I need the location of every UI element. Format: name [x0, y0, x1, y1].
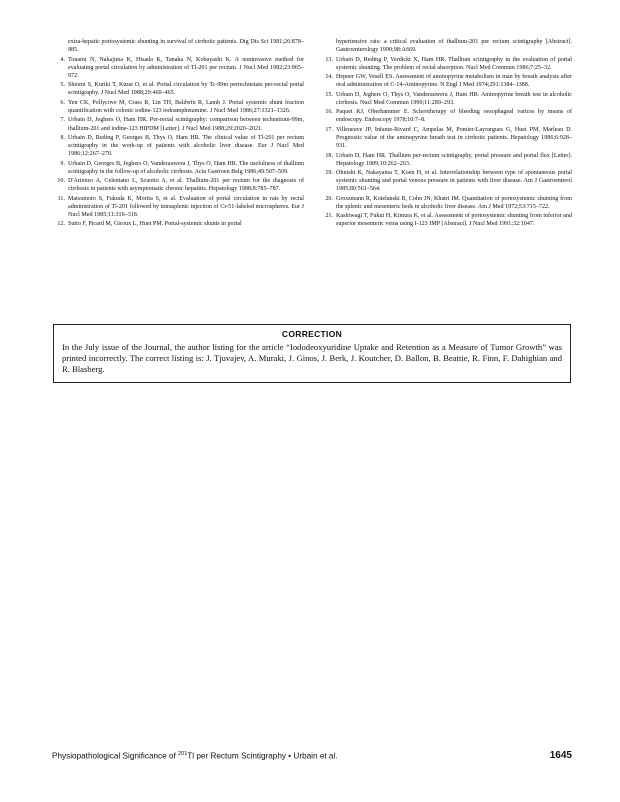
- reference-number: 4.: [60, 56, 65, 63]
- reference-number: 19.: [325, 170, 333, 177]
- reference-text: extra-hepatic portosystemic shunting in survival of cirrhotic patients. Dig Dis Sci 1981;26:878–885.: [68, 39, 304, 54]
- reference-number: 20.: [325, 195, 333, 202]
- reference-text: Tonami N, Nakajima K, Hisada K, Tanaka N, Kobayashi K. A noninvasive method for evaluating portal circulation by administration of Tl-201 per rectum. J Nucl Med 1982;23:965–972.: [68, 56, 304, 79]
- reference-text: Urbain D, Jeghers O, Ham HR. Per-rectal scintigraphy: comparison between technetium-99m, thallium-201 and iodine-123 HIPDM [Letter]. J Nucl Med 1988;29:2020–2021.: [68, 117, 304, 132]
- reference-text: Urbain D, Georges B, Jeghers O, Vanderauwera J, Thys O, Ham HR. The usefulness of thallium scintigraphy in the follow-up of alcoholic cirrhosis. Acta Gastroen Belg 1986;49:507–509.: [68, 160, 304, 175]
- reference-text: Urbain D, Jeghers O, Thys O, Vanderauwera J, Ham HR. Aminopyrine breath test in alcoholic cirrhosis. Nucl Med Commun 1990;11:289–293.: [336, 91, 572, 106]
- correction-title: CORRECTION: [281, 329, 343, 339]
- reference-number: 11.: [57, 195, 65, 202]
- reference-number: 6.: [60, 99, 65, 106]
- reference-item: [320, 108, 572, 124]
- reference-number: 12.: [57, 221, 65, 228]
- reference-number: 10.: [57, 178, 65, 185]
- reference-number: 5.: [60, 82, 65, 89]
- reference-text: Urbain D, Reding P, Georges B, Thys O, Ham HR. The clinical value of Tl-201 per rectum scintigraphy in the work-up of patients with alcoholic liver disease. Eur J Nucl Med 1986;12:267–270.: [68, 134, 304, 158]
- running-title-suffix: Tl per Rectum Scintigraphy • Urbain et al.: [187, 751, 338, 761]
- references-left-column: [52, 38, 304, 230]
- reference-item: [320, 126, 572, 150]
- reference-text: Sutto F, Picard M, Giroux L, Huet PM. Portal-systemic shunts in portal: [68, 221, 242, 228]
- reference-item: [52, 38, 304, 54]
- isotope-superscript: 201: [178, 751, 188, 757]
- reference-item: [320, 152, 572, 168]
- reference-number: 15.: [325, 91, 333, 98]
- reference-number: 21.: [325, 213, 333, 220]
- reference-item: [52, 81, 304, 97]
- reference-text: Ohnishi K, Nakayama T, Koen H, et al. Interrelationship between type of spontaneous portal systemic shunting and portal venous pressure in patients with liver disease. Am J Gastroenterol 1985;80:561–564.: [336, 170, 572, 193]
- reference-number: 18.: [325, 152, 333, 159]
- running-title-prefix: Physiopathological Significance of: [52, 751, 179, 761]
- reference-item: [320, 169, 572, 193]
- reference-text: D'Arienzo A, Celentano L, Scuotto A, et al. Thallium-201 per rectum for the diagnosis of cirrhosis in patients with asymptomatic chronic hepatitis. Hepatology 1988;8:785–787.: [68, 178, 304, 193]
- correction-body: In the July issue of the Journal, the author listing for the article “Iododeoxyuridine Uptake and Retention as a Measure of Tumor Growth” was printed incorrectly. The correct listing is: J. Tjuvajev, A. Muraki, J. Ginos, J. Berk, J. Koutcher, D. Ballon, B. Beattie, R. Finn, F. Dahighian and R. Blasberg.: [62, 342, 562, 375]
- references-right-column: [320, 38, 572, 230]
- page-number: 1645: [549, 750, 572, 761]
- reference-text: hypertensive rats: a critical evaluation of thallium-201 per rectum scintigraphy [Abstract]. Gastroenterology 1990;98:A669.: [336, 39, 572, 54]
- reference-item: [52, 195, 304, 219]
- reference-item: [320, 38, 572, 54]
- reference-text: Villeneuve JP, Infante-Rivard C, Ampelas M, Pomier-Layrargues G, Huet PM, Marleau D. Prognostic value of the aminopyrine breath test in cirrhotic patients. Hepatology 1986;6:928–931.: [336, 126, 572, 150]
- reference-text: Kashiwagi T, Fukui H, Kimura K, et al. Assessment of portosystemic shunting from inferior and superior mesenteric veins using I-123 IMP [Abstract]. J Nucl Med 1991;32:1047.: [336, 213, 572, 228]
- reference-item: [320, 195, 572, 211]
- reference-item: [320, 212, 572, 228]
- reference-item: [320, 91, 572, 107]
- reference-item: [52, 160, 304, 176]
- reference-item: [52, 134, 304, 158]
- reference-text: Urbain D, Ham HR. Thallium per-rectum scintigraphy, portal pressure and portal flux [Letter]. Hepatology 1989;10:262–263.: [336, 152, 572, 167]
- reference-item: [52, 99, 304, 115]
- reference-number: 16.: [325, 109, 333, 116]
- correction-box: [53, 324, 571, 383]
- reference-item: [52, 220, 304, 228]
- reference-text: Urbain D, Reding P, Verdickt X, Ham HR. Thallium scintigraphy in the evaluation of portal systemic shunting. The problem of rectal absorption. Nucl Med Commun 1986;7:25–32.: [336, 56, 572, 71]
- reference-item: [320, 56, 572, 72]
- reference-text: Paquet KJ, Oberhammer E. Sclerotherapy of bleeding oesophageal varices by means of endoscopy. Endoscopy 1978;10:7–8.: [336, 109, 572, 124]
- running-title: [52, 751, 338, 761]
- page-footer: [52, 751, 572, 765]
- reference-text: Hepner GW, Vesell ES. Assessment of aminopyrine metabolism in man by breath analysis after oral administration of C-14-Aminopyrine. N Engl J Med 1974;291:1384–1388.: [336, 74, 572, 89]
- reference-text: Shiomi S, Kuriki T, Kurai O, et al. Portal circulation by Tc-99m pertechnetate per-rectal portal scintigraphy. J Nucl Med 1988;29:460–465.: [68, 82, 304, 97]
- reference-text: Yen CK, Pollycove M, Crass R, Lin TH, Baldwin R, Lamb J. Portal systemic shunt fraction quantification with colonic iodine-123 iodoamphetamine. J Nucl Med 1986;27:1321–1326.: [68, 99, 304, 114]
- reference-item: [52, 116, 304, 132]
- reference-item: [320, 73, 572, 89]
- reference-number: 13.: [325, 56, 333, 63]
- reference-number: 7.: [60, 117, 65, 124]
- reference-number: 9.: [60, 160, 65, 167]
- reference-number: 17.: [325, 126, 333, 133]
- reference-item: [52, 177, 304, 193]
- reference-text: Matsumoto S, Fukuda K, Morita S, et al. Evaluation of portal circulation in rats by rectal administration of Tl-201 followed by intrasplenic injection of Cr-51-labeled microspheres. Eur J Nucl Med 1985;11:316–318.: [68, 195, 304, 218]
- reference-text: Groszmann R, Kotelanski B, Cohn JN, Khatri IM. Quantitation of portosystemic shunting from the splenic and mesenteric beds in alcoholic liver disease. Am J Med 1972;53:715–722.: [336, 195, 572, 210]
- references: [52, 38, 572, 230]
- reference-number: 14.: [325, 74, 333, 81]
- reference-item: [52, 56, 304, 80]
- reference-number: 8.: [60, 134, 65, 141]
